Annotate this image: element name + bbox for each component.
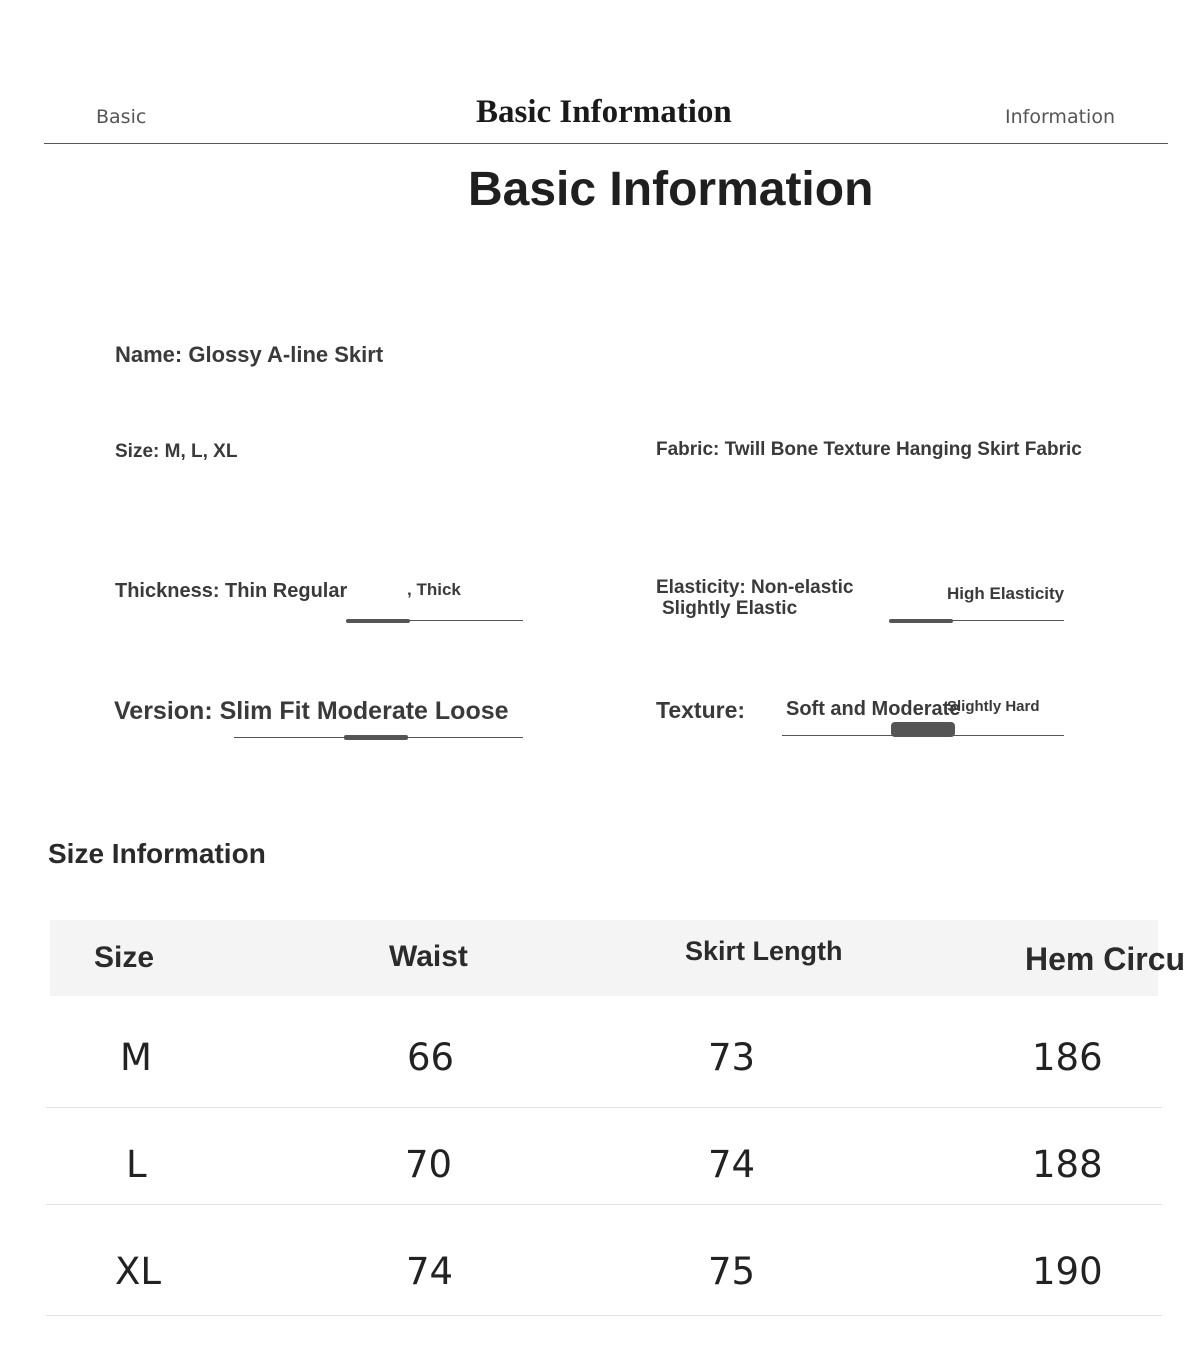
page-title: Basic Information (468, 163, 874, 216)
table-cell-length: 73 (708, 1036, 756, 1079)
elasticity-scale-marker (889, 619, 953, 623)
table-header-hem: Hem Circu (1025, 941, 1186, 977)
header-right-label: Information (1005, 106, 1115, 128)
texture-value: Soft and Moderate (786, 698, 961, 720)
table-cell-hem: 190 (1032, 1250, 1103, 1293)
thickness-scale-marker (346, 619, 410, 623)
header-left-label: Basic (96, 106, 147, 128)
table-cell-length: 75 (708, 1250, 756, 1293)
version-scale-marker (344, 735, 408, 740)
texture-extra: Slightly Hard (947, 698, 1040, 715)
name-field: Name: Glossy A-line Skirt (115, 342, 384, 367)
thickness-field: Thickness: Thin Regular (115, 580, 348, 602)
table-header-size: Size (94, 941, 155, 974)
version-field: Version: Slim Fit Moderate Loose (114, 697, 509, 725)
table-cell-hem: 188 (1032, 1143, 1103, 1186)
fabric-field: Fabric: Twill Bone Texture Hanging Skirt Fabric (656, 439, 1082, 460)
size-section-title: Size Information (48, 838, 266, 869)
table-cell-size: L (126, 1143, 147, 1186)
table-cell-waist: 70 (405, 1143, 453, 1186)
table-row-divider (46, 1315, 1162, 1316)
elasticity-extra: High Elasticity (947, 584, 1065, 603)
table-header-waist: Waist (389, 940, 468, 973)
elasticity-field: Elasticity: Non-elastic (656, 577, 854, 598)
table-row-divider (46, 1107, 1162, 1108)
table-header-bg (50, 920, 1158, 996)
table-header-skirt-length: Skirt Length (685, 936, 843, 966)
header-divider (44, 143, 1168, 144)
header-title: Basic Information (476, 94, 732, 130)
texture-label: Texture: (656, 697, 746, 723)
thickness-extra: , Thick (407, 580, 461, 599)
table-cell-size: XL (115, 1250, 161, 1293)
texture-scale-marker (891, 722, 955, 737)
elasticity-field-line2: Slightly Elastic (662, 598, 798, 619)
table-cell-hem: 186 (1032, 1036, 1103, 1079)
table-cell-length: 74 (708, 1143, 756, 1186)
table-row-divider (46, 1204, 1162, 1205)
size-field: Size: M, L, XL (115, 441, 238, 462)
table-cell-waist: 66 (407, 1036, 455, 1079)
table-cell-size: M (120, 1036, 152, 1079)
table-cell-waist: 74 (406, 1250, 454, 1293)
